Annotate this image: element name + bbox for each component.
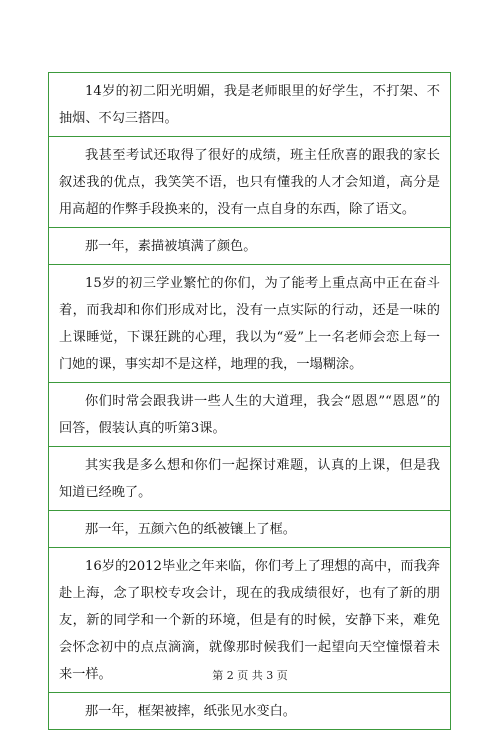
text-table bbox=[48, 72, 451, 730]
paragraph-row-3: 那一年，素描被填满了颜色。 bbox=[49, 228, 450, 265]
paragraph-row-4: 15岁的初三学业繁忙的你们，为了能考上重点高中正在奋斗着，而我却和你们形成对比，没有一点实际的行动，还是一味的上课睡觉，下课狂跳的心理，我以为“爱”上一名老师会恋上每一门她的课，事实却不是这样，地理的我，一塌糊涂。 bbox=[49, 265, 450, 383]
paragraph-row-9: 那一年，框架被摔，纸张见水变白。 bbox=[49, 693, 450, 730]
paragraph-row-2: 我甚至考试还取得了很好的成绩，班主任欣喜的跟我的家长叙述我的优点，我笑笑不语，也只有懂我的人才会知道，高分是用高超的作弊手段换来的，没有一点自身的东西，除了语文。 bbox=[49, 137, 450, 228]
paragraph-row-8: 16岁的2012毕业之年来临，你们考上了理想的高中，而我奔赴上海，念了职校专攻会计，现在的我成绩很好，也有了新的朋友，新的同学和一个新的环境，但是有的时候，安静下来，难免会怀念初中的点点滴滴，就像那时候我们一起望向天空憧憬着未来一样。 bbox=[49, 548, 450, 693]
page-footer: 第 2 页 共 3 页 bbox=[212, 669, 288, 682]
paragraph-row-6: 其实我是多么想和你们一起探讨难题，认真的上课，但是我知道已经晚了。 bbox=[49, 447, 450, 511]
paragraph-row-5: 你们时常会跟我讲一些人生的大道理，我会“恩恩”“恩恩”的回答，假装认真的听第3课。 bbox=[49, 383, 450, 447]
paragraph-row-7: 那一年，五颜六色的纸被镶上了框。 bbox=[49, 511, 450, 548]
paragraph-row-1: 14岁的初二阳光明媚，我是老师眼里的好学生，不打架、不抽烟、不勾三搭四。 bbox=[49, 73, 450, 137]
